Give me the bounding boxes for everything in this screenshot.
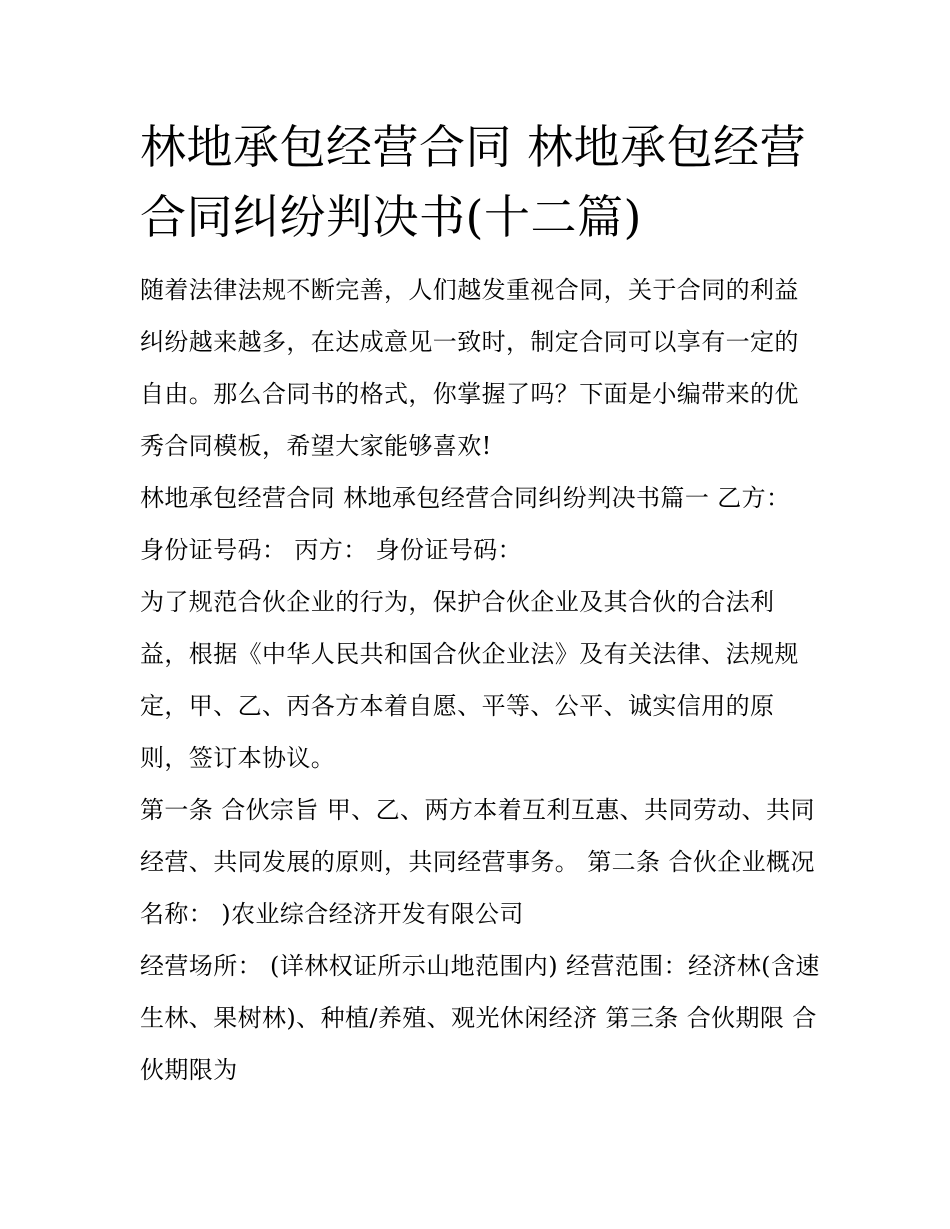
intro-paragraph: 随着法律法规不断完善，人们越发重视合同，关于合同的利益纠纷越来越多，在达成意见一致时，制定合同可以享有一定的自由。那么合同书的格式，你掌握了吗？下面是小编带来的优秀合同模板，希望大家能够喜欢! [140, 276, 799, 460]
document-title: 林地承包经营合同 林地承包经营合同纠纷判决书(十二篇) [140, 120, 807, 244]
purpose-paragraph: 为了规范合伙企业的行为，保护合伙企业及其合伙的合法利益，根据《中华人民共和国合伙企业法》及有关法律、法规规定，甲、乙、丙各方本着自愿、平等、公平、诚实信用的原则，签订本协议。 [140, 588, 799, 772]
business-scope-paragraph: 经营场所： (详林权证所示山地范围内) 经营范围：经济林(含速生林、果树林)、种植/养殖、观光休闲经济 第三条 合伙期限 合伙期限为 [140, 952, 820, 1084]
document-body [140, 112, 820, 1096]
parties-paragraph: 林地承包经营合同 林地承包经营合同纠纷判决书篇一 乙方： 身份证号码： 丙方： 身份证号码： [140, 484, 791, 564]
article-one-two-paragraph: 第一条 合伙宗旨 甲、乙、两方本着互利互惠、共同劳动、共同经营、共同发展的原则，共同经营事务。 第二条 合伙企业概况 名称： )农业综合经济开发有限公司 [140, 796, 815, 928]
